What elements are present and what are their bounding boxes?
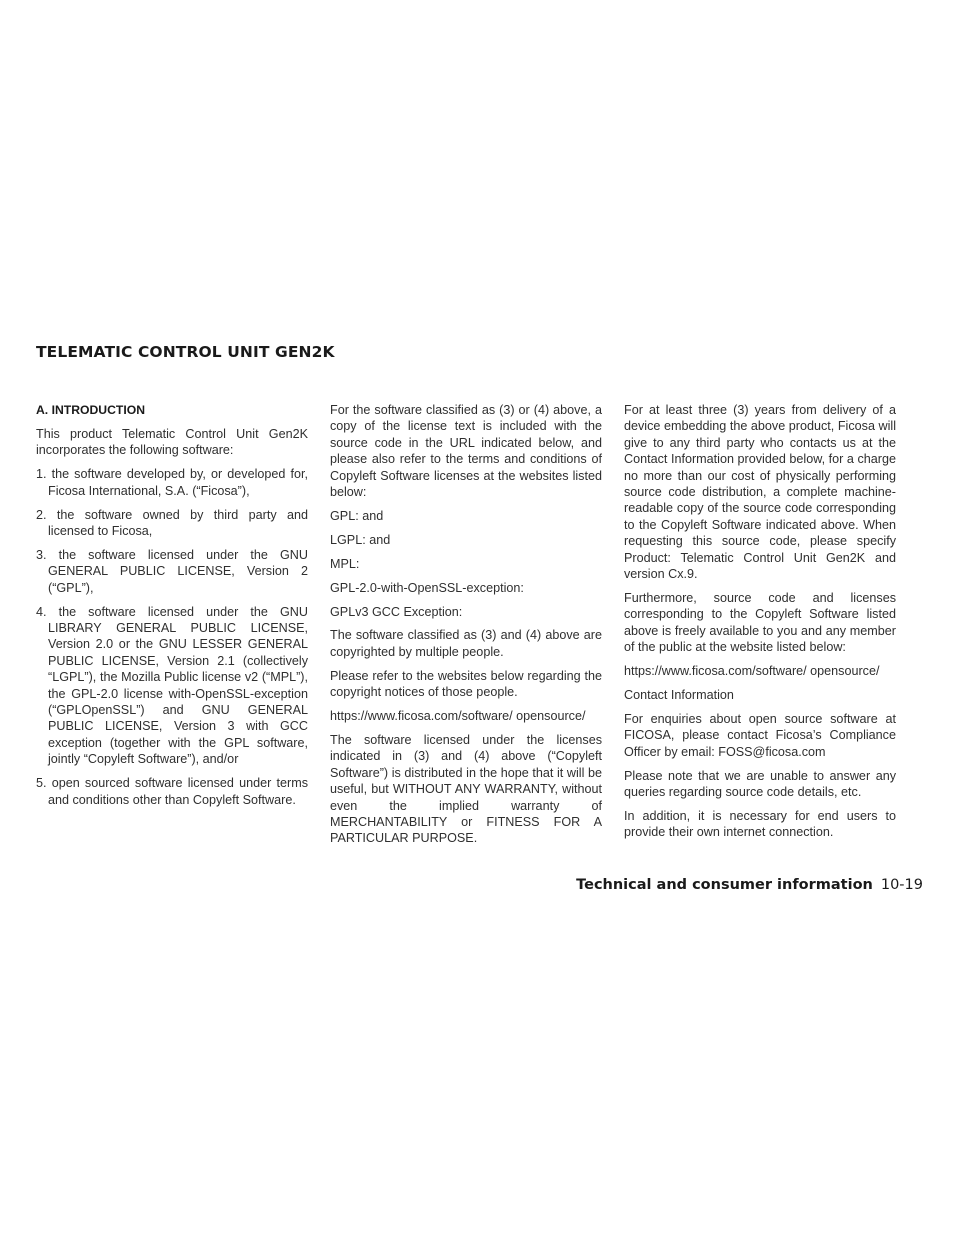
subheading-introduction: A. INTRODUCTION xyxy=(36,403,146,417)
list-item: 4. the software licensed under the GNU LIBRARY GENERAL PUBLIC LICENSE, Version 2.0 or the GNU LESSER GENERAL PUBLIC LICENSE, Version 2.1 (collectively “LGPL”), the Mozilla Public license v2 (“MPL”), the GPL-2.0 license with-OpenSSL-exception (“GPLOpenSSL”) and GNU GENERAL PUBLIC LICENSE, Version 3 with GCC exception (together with the GPL software, jointly “Copyleft Software”), and/or xyxy=(36,604,308,767)
url-text: https://www.ficosa.com/software/ opensource/ xyxy=(330,709,586,724)
paragraph: The software licensed under the licenses indicated in (3) and (4) above (“Copyleft Software”) is distributed in the hope that it will be useful, but WITHOUT ANY WARRANTY, without even the implied warranty of MERCHANTABILITY or FITNESS FOR A PARTICULAR PURPOSE. xyxy=(330,733,602,846)
column-1 xyxy=(36,402,308,815)
intro-paragraph: This product Telematic Control Unit Gen2K incorporates the following software: xyxy=(36,426,308,458)
list-item: 2. the software owned by third party and licensed to Ficosa, xyxy=(36,507,308,538)
license-line: GPL-2.0-with-OpenSSL-exception: xyxy=(330,580,524,595)
paragraph: Please refer to the websites below regarding the copyright notices of those people. xyxy=(330,668,602,700)
page-footer xyxy=(576,877,923,893)
paragraph: In addition, it is necessary for end users to provide their own internet connection. xyxy=(624,808,896,840)
paragraph: Please note that we are unable to answer any queries regarding source code details, etc. xyxy=(624,768,896,800)
paragraph: For the software classified as (3) or (4) above, a copy of the license text is included with the source code in the URL indicated below, and please also refer to the terms and conditions of Copyleft Software licenses at the websites listed below: xyxy=(330,403,602,500)
url-text: https://www.ficosa.com/software/ opensource/ xyxy=(624,664,880,679)
paragraph: For at least three (3) years from delivery of a device embedding the above product, Ficosa will give to any third party who contacts us at the Contact Information provided below, for a charge no more than our cost of physically performing source code distribution, a complete machine-readable copy of the source code corresponding to the Copyleft Software indicated above. When requesting this source code, please specify Product: Telematic Control Unit Gen2K and version Cx.9. xyxy=(624,403,896,582)
paragraph: Furthermore, source code and licenses corresponding to the Copyleft Software listed above is freely available to you and any member of the public at the website listed below: xyxy=(624,590,896,655)
column-2 xyxy=(330,402,602,854)
column-3 xyxy=(624,402,896,848)
paragraph: For enquiries about open source software at FICOSA, please contact Ficosa’s Compliance Officer by email: FOSS@ficosa.com xyxy=(624,711,896,759)
footer-label: Technical and consumer information xyxy=(576,877,873,893)
license-line: LGPL: and xyxy=(330,532,391,547)
list-item: 1. the software developed by, or developed for, Ficosa International, S.A. (“Ficosa”), xyxy=(36,467,308,498)
license-line: GPL: and xyxy=(330,508,384,523)
software-list xyxy=(36,466,308,808)
page-number: 10-19 xyxy=(880,877,923,893)
list-item: 5. open sourced software licensed under terms and conditions other than Copyleft Software. xyxy=(36,776,308,807)
license-line: GPLv3 GCC Exception: xyxy=(330,604,463,619)
paragraph: The software classified as (3) and (4) above are copyrighted by multiple people. xyxy=(330,628,602,659)
contact-heading: Contact Information xyxy=(624,688,734,702)
license-line: MPL: xyxy=(330,556,360,571)
list-item: 3. the software licensed under the GNU GENERAL PUBLIC LICENSE, Version 2 (“GPL”), xyxy=(36,547,308,595)
section-title: TELEMATIC CONTROL UNIT GEN2K xyxy=(36,343,335,361)
